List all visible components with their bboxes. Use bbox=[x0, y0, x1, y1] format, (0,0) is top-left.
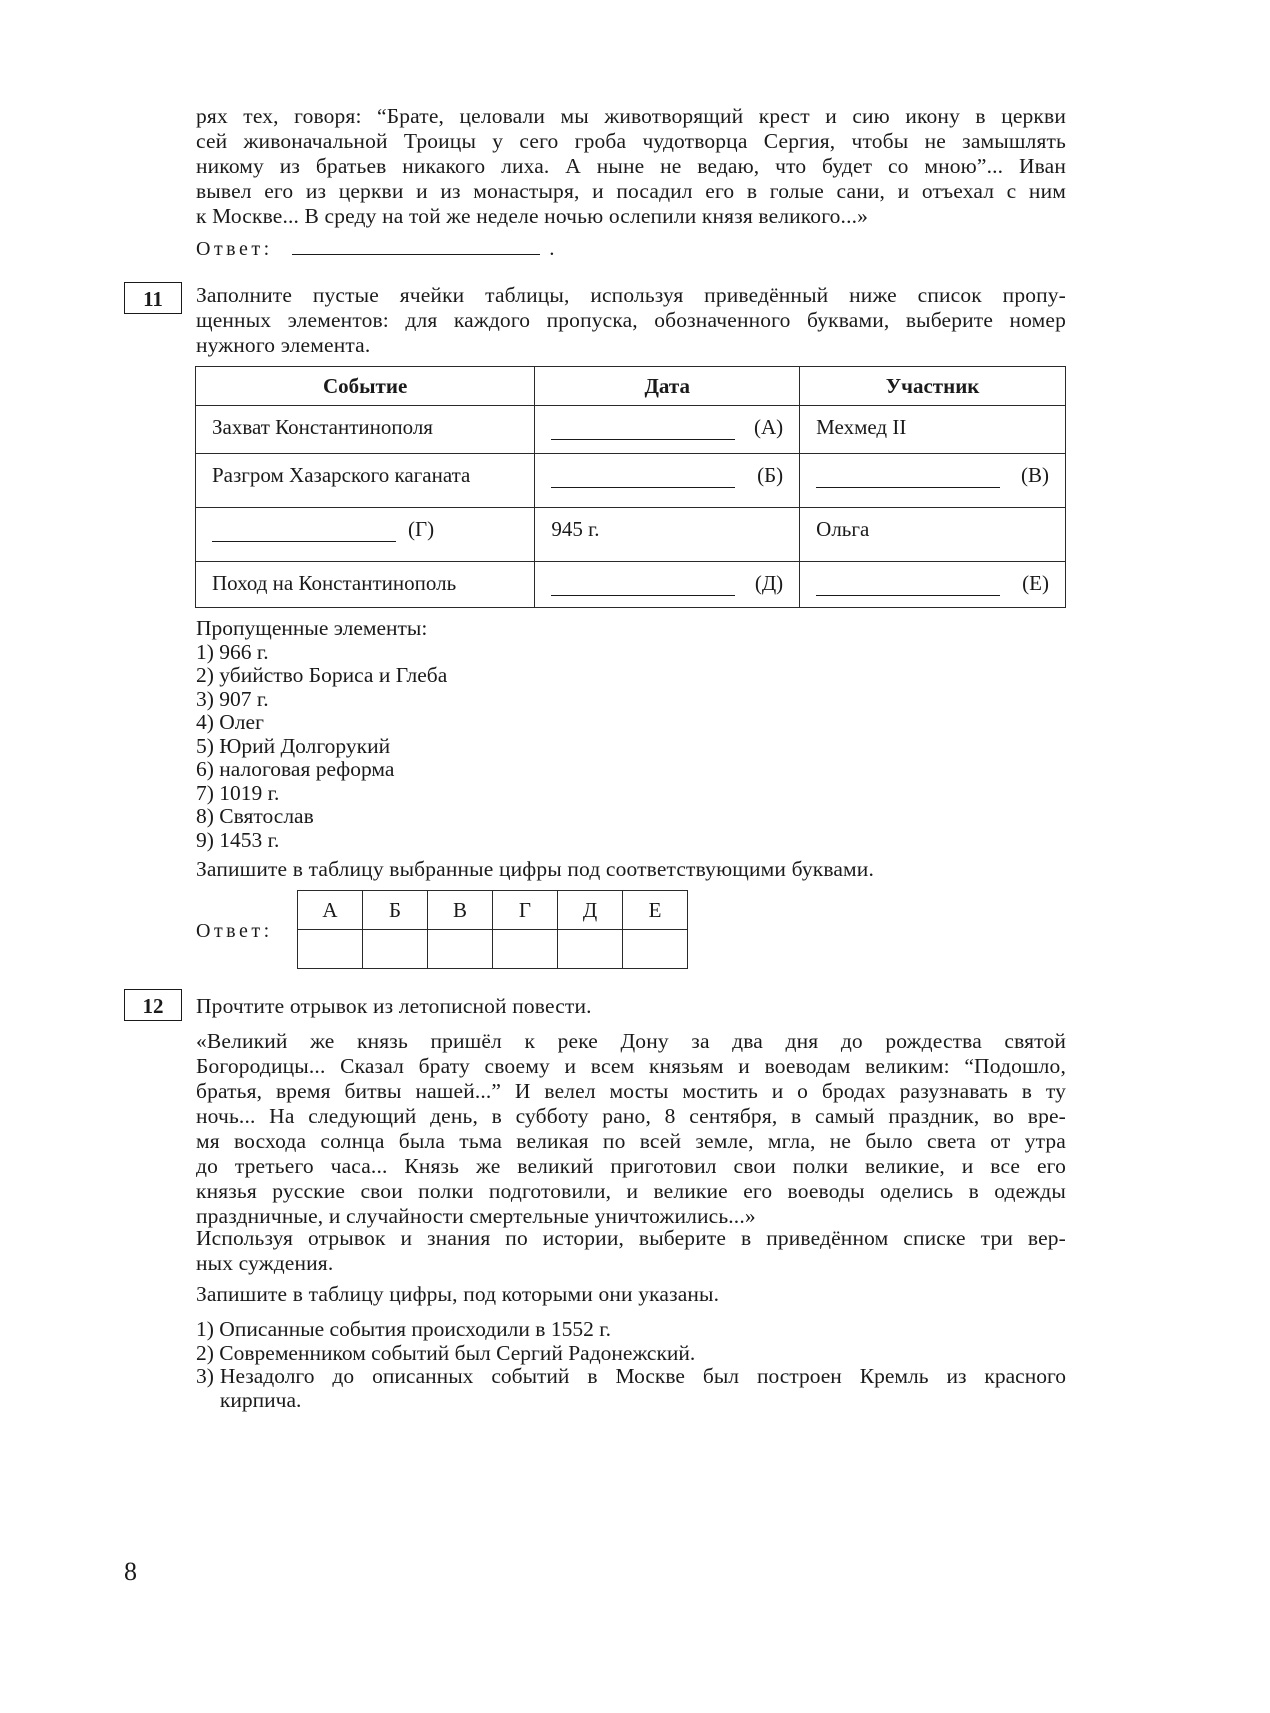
date-cell: 945 г. bbox=[551, 517, 600, 541]
missing-title: Пропущенные элементы: bbox=[196, 616, 428, 640]
passage-line: братья, время битвы нашей...” И велел мосты мостить и о бродах разузнавать в ту bbox=[196, 1079, 1066, 1103]
header-participant: Участник bbox=[800, 367, 1066, 406]
answer-cell-g[interactable] bbox=[493, 930, 558, 969]
answer-cell-d[interactable] bbox=[558, 930, 623, 969]
blank-line-g[interactable] bbox=[212, 521, 396, 542]
blank-letter: (А) bbox=[754, 415, 784, 439]
blank-line-e[interactable] bbox=[816, 575, 1000, 596]
passage-line: вывел его из церкви и из монастыря, и посадил его в голые сани, и отъехал с ним bbox=[196, 179, 1066, 203]
list-item: 7) 1019 г. bbox=[196, 780, 280, 805]
answer-values-row bbox=[298, 930, 688, 969]
statement-text: Незадолго до описанных событий в Москве был построен Кремль из красного bbox=[219, 1364, 1066, 1388]
statement-number: 1) bbox=[196, 1317, 214, 1341]
answer-cell-v[interactable] bbox=[428, 930, 493, 969]
statement-text: Описанные события происходили в 1552 г. bbox=[219, 1317, 611, 1341]
statement-number: 3) bbox=[196, 1364, 214, 1388]
answer-period: . bbox=[549, 236, 555, 260]
participant-cell: Ольга bbox=[816, 517, 870, 541]
statement-text-cont: кирпича. bbox=[219, 1387, 302, 1412]
task11-answer-label: Ответ: bbox=[196, 920, 273, 942]
task12-passage bbox=[196, 1029, 1066, 1229]
passage-line: сей живоначальной Троицы у сего гроба чудотворца Сергия, чтобы не замышлять bbox=[196, 129, 1066, 153]
table-row bbox=[196, 454, 1066, 508]
missing-elements-list bbox=[196, 617, 447, 852]
table-header-row bbox=[196, 367, 1066, 406]
answer-letter: Г bbox=[493, 891, 558, 930]
header-date: Дата bbox=[535, 367, 800, 406]
blank-line-a[interactable] bbox=[551, 419, 735, 440]
passage-line: никому из братьев никакого лиха. А ныне не ведаю, что будет со мною”... Иван bbox=[196, 154, 1066, 178]
task10-answer bbox=[196, 234, 554, 261]
blank-line-v[interactable] bbox=[816, 467, 1000, 488]
answer-input-line[interactable] bbox=[292, 234, 540, 255]
task12-intro: Прочтите отрывок из летописной повести. bbox=[196, 994, 592, 1018]
blank-letter: (Д) bbox=[754, 571, 784, 595]
task-number-box: 12 bbox=[124, 989, 182, 1021]
header-event: Событие bbox=[196, 367, 535, 406]
list-item: 8) Святослав bbox=[196, 804, 314, 828]
task11-instruction bbox=[196, 283, 1066, 358]
answer-letter: А bbox=[298, 891, 363, 930]
task12-instruction bbox=[196, 1226, 1066, 1276]
answer-letter: Б bbox=[363, 891, 428, 930]
statement-item bbox=[196, 1318, 1066, 1342]
passage-line: праздничные, и случайности смертельные уничтожились...» bbox=[196, 1204, 756, 1228]
event-cell: Захват Константинополя bbox=[212, 415, 433, 439]
list-item: 9) 1453 г. bbox=[196, 827, 280, 852]
list-item: 4) Олег bbox=[196, 710, 264, 734]
list-item: 2) убийство Бориса и Глеба bbox=[196, 663, 448, 687]
passage-line: до третьего часа... Князь же великий приготовил свои полки великие, и все его bbox=[196, 1154, 1066, 1178]
event-cell: Поход на Константинополь bbox=[212, 571, 457, 595]
participant-cell: Мехмед II bbox=[816, 415, 907, 439]
blank-letter: (Г) bbox=[408, 517, 435, 541]
passage-line: к Москве... В среду на той же неделе ночью ослепили князя великого...» bbox=[196, 204, 869, 228]
table-row bbox=[196, 406, 1066, 454]
passage-line: князья русские свои полки подготовили, и великие его воеводы оделись в одежды bbox=[196, 1179, 1066, 1203]
task11-write-instruction: Запишите в таблицу выбранные цифры под соответствующими буквами. bbox=[196, 857, 874, 881]
statement-text: Современником событий был Сергий Радонежский. bbox=[219, 1340, 696, 1365]
passage-line: рях тех, говоря: “Брате, целовали мы животворящий крест и сию икону в церкви bbox=[196, 104, 1066, 128]
instruction-line: щенных элементов: для каждого пропуска, обозначенного буквами, выберите номер bbox=[196, 308, 1066, 332]
answer-label: Ответ: bbox=[196, 238, 273, 260]
answer-letters-row bbox=[298, 891, 688, 930]
answer-cell-b[interactable] bbox=[363, 930, 428, 969]
passage-line: мя восхода солнца была тьма великая по всей земле, мгла, не было света от утра bbox=[196, 1129, 1066, 1153]
blank-letter: (В) bbox=[1021, 463, 1049, 487]
statements-list bbox=[196, 1318, 1066, 1412]
blank-line-d[interactable] bbox=[551, 575, 735, 596]
page-number: 8 bbox=[124, 1557, 137, 1586]
task10-passage bbox=[196, 104, 1066, 229]
events-table bbox=[195, 366, 1066, 608]
table-row bbox=[196, 508, 1066, 562]
instruction-line: ных суждения. bbox=[196, 1251, 334, 1275]
list-item: 5) Юрий Долгорукий bbox=[196, 733, 391, 758]
instruction-line: нужного элемента. bbox=[196, 333, 371, 357]
task12-write-instruction: Запишите в таблицу цифры, под которыми они указаны. bbox=[196, 1282, 720, 1306]
answer-cell-e[interactable] bbox=[623, 930, 688, 969]
passage-line: ночь... На следующий день, в субботу рано, 8 сентября, в самый праздник, во вре- bbox=[196, 1104, 1066, 1128]
answer-cell-a[interactable] bbox=[298, 930, 363, 969]
instruction-line: Заполните пустые ячейки таблицы, используя приведённый ниже список пропу- bbox=[196, 283, 1066, 307]
blank-letter: (Б) bbox=[757, 463, 784, 487]
blank-letter: (Е) bbox=[1022, 571, 1049, 595]
list-item: 3) 907 г. bbox=[196, 686, 269, 711]
answer-letter: В bbox=[428, 891, 493, 930]
statement-number: 2) bbox=[196, 1340, 214, 1365]
statement-item bbox=[196, 1365, 1066, 1412]
table-row bbox=[196, 562, 1066, 608]
passage-line: «Великий же князь пришёл к реке Дону за два дня до рождества святой bbox=[196, 1029, 1066, 1053]
task11-answer-table bbox=[297, 890, 688, 969]
list-item: 6) налоговая реформа bbox=[196, 757, 395, 781]
task-number-box: 11 bbox=[124, 282, 182, 314]
event-cell: Разгром Хазарского каганата bbox=[212, 463, 471, 487]
list-item: 1) 966 г. bbox=[196, 639, 269, 664]
blank-line-b[interactable] bbox=[551, 467, 735, 488]
statement-item bbox=[196, 1342, 1066, 1366]
passage-line: Богородицы... Сказал брату своему и всем князьям и воеводам великим: “Подошло, bbox=[196, 1054, 1066, 1078]
answer-letter: Е bbox=[623, 891, 688, 930]
instruction-line: Используя отрывок и знания по истории, выберите в приведённом списке три вер- bbox=[196, 1226, 1066, 1250]
answer-letter: Д bbox=[558, 891, 623, 930]
